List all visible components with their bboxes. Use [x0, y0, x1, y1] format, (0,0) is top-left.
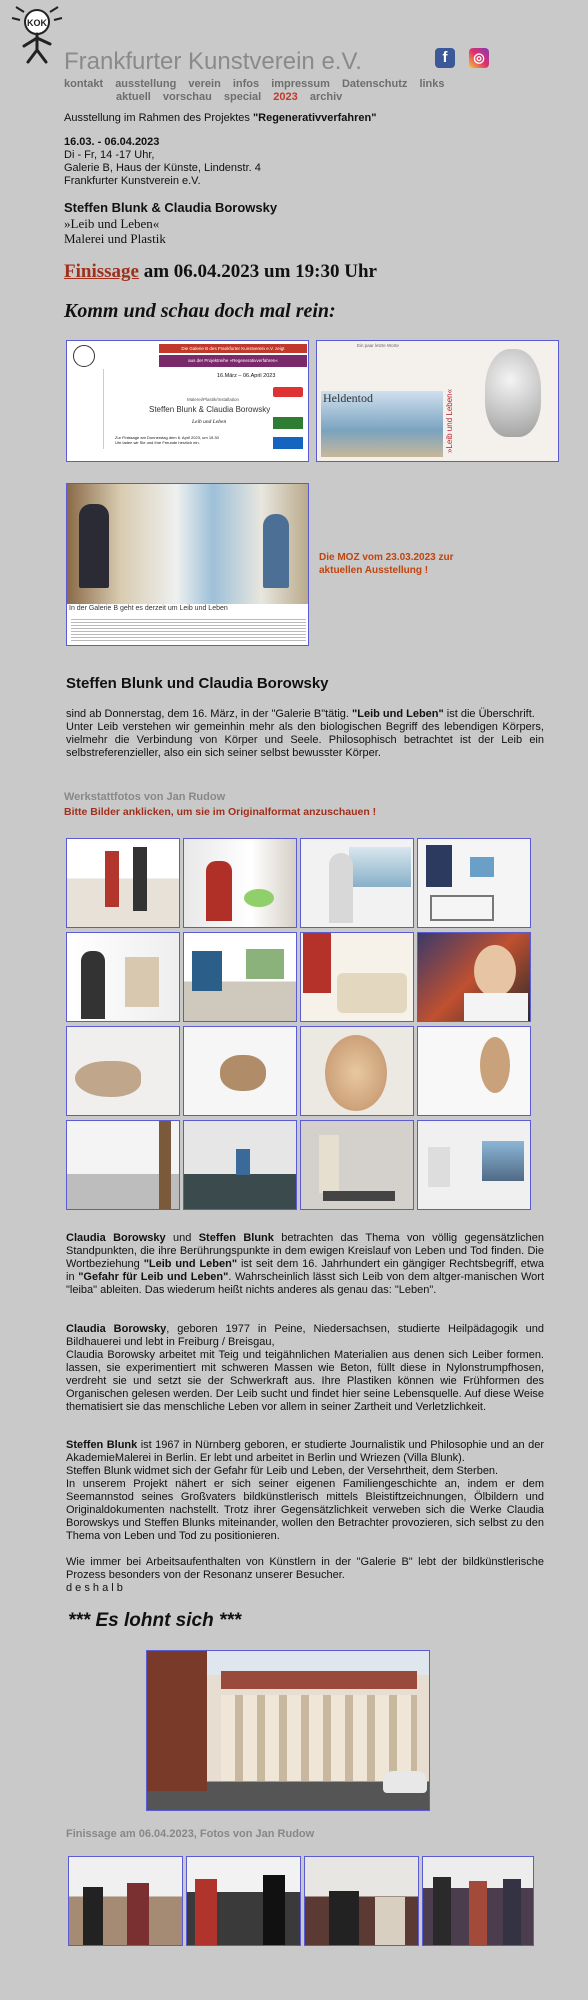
flyer-note: Zur Finissage am Donnerstag dem 6. April 2023, um 19.30 Uhr laden wir Sie und Ihre Freunde herzlich ein.: [115, 435, 219, 445]
sculpture-photo: [485, 349, 541, 437]
gallery-thumb-10[interactable]: [183, 1026, 297, 1116]
article-heading: Steffen Blunk und Claudia Borowsky: [66, 675, 329, 692]
dates-block: [64, 136, 261, 188]
flyer-medium: Malerei/Plastik/Installation: [187, 397, 240, 402]
flyer-header: Die Galerie B des Frankfurter Kunstverein e.V. zeigt: [159, 344, 307, 353]
nav-special[interactable]: special: [223, 91, 262, 103]
press-text-lines: [71, 617, 306, 643]
finissage-thumb-2[interactable]: [186, 1856, 301, 1946]
finissage-thumb-3[interactable]: [304, 1856, 419, 1946]
finissage-thumb-4[interactable]: [422, 1856, 534, 1946]
sponsor-logo-icon: [273, 387, 303, 397]
sub-nav: [116, 91, 351, 103]
exhibition-medium: Malerei und Plastik: [64, 231, 166, 246]
finissage-link[interactable]: Finissage: [64, 261, 139, 282]
sponsor-logo-icon: [273, 417, 303, 429]
gallery-thumb-13[interactable]: [66, 1120, 180, 1210]
artist-names: Steffen Blunk & Claudia Borowsky: [64, 200, 278, 215]
nav-links[interactable]: links: [419, 78, 445, 90]
venue: Galerie B, Haus der Künste, Lindenstr. 4: [64, 162, 261, 174]
gallery-thumb-11[interactable]: [300, 1026, 414, 1116]
nav-verein[interactable]: verein: [188, 78, 221, 90]
press-photo-person: [263, 514, 289, 588]
flyer-dates: 16.März – 06.April 2023: [217, 373, 276, 379]
organizer: Frankfurter Kunstverein e.V.: [64, 175, 201, 187]
poster-top-text: Ein paar letzte Worte: [357, 343, 399, 348]
flyer-logo-icon: [73, 345, 95, 367]
body-paragraph-2: Claudia Borowsky, geboren 1977 in Peine, Niedersachsen, studierte Heilpädagogik und Bildhauerei und lebt in Freiburg / Breisgau, Claudia Borowsky arbeitet mit Teig und teigähnlichen Materialien aus denen sich Leiber formen. lassen, sie experimentiert mit schweren Massen wie Beton, füllt diese in Nylonstrumpfhosen, verdreht sie und setzt sie der Schwerkraft aus. Ihre Plastiken können wie Frühformen des Organischen gelesen werden. Der Leib sucht und findet hier seine Lebensquelle. Auf diese Weise thematisiert sie das menschliche Leben vor allem in seiner Zartheit und Verletzlichkeit.: [66, 1323, 544, 1413]
nav-impressum[interactable]: impressum: [271, 78, 330, 90]
main-nav: [64, 78, 454, 90]
workshop-credit: Werkstattfotos von Jan Rudow: [64, 791, 226, 803]
invite-heading: Komm und schau doch mal rein:: [64, 300, 336, 322]
gallery-thumb-1[interactable]: [66, 838, 180, 928]
intro-line: Ausstellung im Rahmen des Projektes "Regenerativverfahren": [64, 112, 377, 124]
gallery-building-photo[interactable]: [146, 1650, 430, 1811]
workshop-hint: Bitte Bilder anklicken, um sie im Originalformat anzuschauen !: [64, 806, 377, 818]
flyer-artists: Steffen Blunk & Claudia Borowsky: [149, 405, 271, 414]
gallery-thumb-16[interactable]: [417, 1120, 531, 1210]
finissage-heading: Finissage am 06.04.2023 um 19:30 Uhr: [64, 261, 377, 282]
body-paragraph-4: Wie immer bei Arbeitsaufenthalten von Künstlern in der "Galerie B" lebt der bildkünstlerische Prozess besonders von der Resonanz unserer Besucher. d e s h a l b: [66, 1556, 544, 1594]
finissage-photo-credit: Finissage am 06.04.2023, Fotos von Jan Rudow: [66, 1828, 315, 1840]
press-caption: In der Galerie B geht es derzeit um Leib und Leben: [69, 605, 228, 612]
nav-datenschutz[interactable]: Datenschutz: [341, 78, 408, 90]
press-article-thumbnail[interactable]: [66, 483, 309, 646]
facebook-icon[interactable]: f: [435, 48, 455, 68]
club-logo[interactable]: [10, 6, 64, 64]
sponsor-logo-icon: [273, 437, 303, 449]
nav-ausstellung[interactable]: ausstellung: [115, 78, 177, 90]
gallery-thumb-2[interactable]: [183, 838, 297, 928]
poster-word: Heldentod: [323, 391, 373, 405]
recommend-heading: *** Es lohnt sich ***: [68, 1610, 242, 1631]
gallery-thumb-15[interactable]: [300, 1120, 414, 1210]
poster-side-text: »Leib und Leben«: [445, 388, 454, 453]
nav-archiv[interactable]: archiv: [309, 91, 343, 103]
flyer-thumbnail[interactable]: [66, 340, 309, 462]
nav-vorschau[interactable]: vorschau: [162, 91, 212, 103]
gallery-thumb-8[interactable]: [417, 932, 531, 1022]
body-paragraph-3: Steffen Blunk ist 1967 in Nürnberg geboren, er studierte Journalistik und Philosophie und an der AkademieMalerei in Berlin. Er lebt und arbeitet in Berlin und Wriezen (Villa Blunk). Steffen Blunk widmet sich der Gefahr für Leib und Leben, der Versehrtheit, dem Sterben. In unserem Projekt nähert er sich seiner eigenen Familiengeschichte an, indem er dem Seemannstod seines Großvaters bildkünstlerisch mittels Bleistiftzeichnungen, Ölbildern und Originaldokumenten nachstellt. Trotz ihrer Gegensätzlichkeit verweben sich die Werke Claudia Borowskys und Steffen Blunks miteinander, wollen den Betrachter provozieren, sich selbst zu den Thema von Leben und Tod zu positionieren.: [66, 1439, 544, 1542]
site-title: Frankfurter Kunstverein e.V.: [64, 48, 362, 75]
project-name: "Regenerativverfahren": [252, 112, 377, 124]
gallery-thumb-14[interactable]: [183, 1120, 297, 1210]
nav-kontakt[interactable]: kontakt: [64, 78, 104, 90]
date-range: 16.03. - 06.04.2023: [64, 136, 160, 148]
nav-infos[interactable]: infos: [232, 78, 260, 90]
nav-aktuell[interactable]: aktuell: [116, 91, 151, 103]
poster-thumbnail[interactable]: [316, 340, 559, 462]
press-photo-person: [79, 504, 109, 588]
gallery-thumb-3[interactable]: [300, 838, 414, 928]
body-paragraph-1: Claudia Borowsky und Steffen Blunk betrachten das Thema von völlig gegensätzlichen Standpunkten, die ihre Berührungspunkte in dem ewigen Kreislauf von Leben und Tod finden. Die Wortbeziehung "Leib und Leben" ist seit dem 16. Jahrhundert ein gängiger Rechtsbegriff, etwa in "Gefahr für Leib und Leben". Wahrscheinlich lässt sich Leib von dem altger-manischen Wort "leiba" ableiten. Das wiederum heißt nichts anderes als genau das: "Leben".: [66, 1232, 545, 1296]
gallery-thumb-7[interactable]: [300, 932, 414, 1022]
gallery-thumb-6[interactable]: [183, 932, 297, 1022]
gallery-thumb-4[interactable]: [417, 838, 531, 928]
flyer-side-column: [73, 369, 104, 449]
gallery-thumb-12[interactable]: [417, 1026, 531, 1116]
article-paragraph: sind ab Donnerstag, dem 16. März, in der "Galerie B"tätig. "Leib und Leben" ist die Überschrift. Unter Leib verstehen wir gemeinhin mehr als den biologischen Begriff des lebendigen Körpers, vielmehr die Verbindung von Körper und Seele. Philosophisch betrachtet ist der Leib ein selbstreferenzieller, also ein sich seiner selbst bewusster Körper.: [66, 708, 544, 759]
flyer-project: aus der Projektreihe »Regenerativverfahren«: [159, 355, 307, 367]
gallery-thumb-5[interactable]: [66, 932, 180, 1022]
gallery-thumb-9[interactable]: [66, 1026, 180, 1116]
opening-hours: Di - Fr, 14 -17 Uhr,: [64, 149, 155, 161]
instagram-icon[interactable]: ◎: [469, 48, 489, 68]
exhibition-title: »Leib und Leben«: [64, 216, 160, 231]
svg-text:KOK: KOK: [27, 18, 47, 28]
flyer-theme: Leib und Leben: [192, 419, 227, 425]
finissage-thumb-1[interactable]: [68, 1856, 183, 1946]
nav-2023[interactable]: 2023: [273, 91, 298, 103]
signature: d e s h a l b: [66, 1582, 123, 1594]
moz-link[interactable]: Die MOZ vom 23.03.2023 zur aktuellen Ausstellung !: [319, 552, 454, 576]
